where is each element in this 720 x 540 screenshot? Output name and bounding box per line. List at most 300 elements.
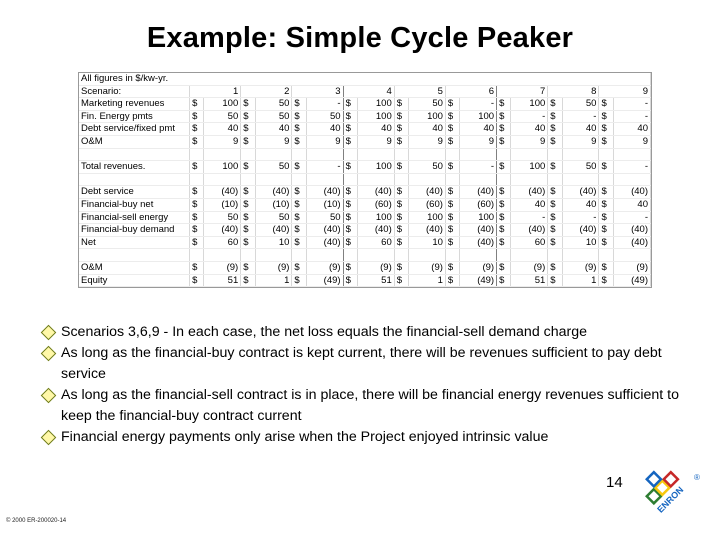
currency-symbol: $ xyxy=(190,110,204,123)
value-cell: - xyxy=(306,161,343,174)
row-label: Total revenues. xyxy=(79,161,190,174)
value-cell: 50 xyxy=(255,110,292,123)
row-label: Marketing revenues xyxy=(79,98,190,111)
currency-symbol: $ xyxy=(292,135,306,148)
empty-cell xyxy=(292,249,306,262)
value-cell: 51 xyxy=(511,274,548,287)
value-cell: 9 xyxy=(357,135,394,148)
value-cell: 9 xyxy=(562,135,599,148)
currency-symbol: $ xyxy=(497,161,511,174)
currency-symbol: $ xyxy=(548,198,562,211)
value-cell: (10) xyxy=(255,198,292,211)
empty-cell xyxy=(445,173,459,186)
scenario-number-5: 5 xyxy=(394,85,445,98)
value-cell: (40) xyxy=(255,224,292,237)
value-cell: 50 xyxy=(306,211,343,224)
value-cell: 60 xyxy=(511,236,548,249)
row-label: Equity xyxy=(79,274,190,287)
page-number: 14 xyxy=(606,474,623,491)
currency-symbol: $ xyxy=(292,198,306,211)
value-cell: 40 xyxy=(613,123,650,136)
value-cell: 40 xyxy=(357,123,394,136)
value-cell: 50 xyxy=(255,211,292,224)
currency-symbol: $ xyxy=(241,98,255,111)
currency-symbol: $ xyxy=(190,224,204,237)
value-cell: 40 xyxy=(511,198,548,211)
value-cell: 50 xyxy=(562,161,599,174)
value-cell: - xyxy=(460,161,497,174)
table-row xyxy=(79,135,651,148)
currency-symbol: $ xyxy=(445,224,459,237)
value-cell: (40) xyxy=(306,236,343,249)
currency-symbol: $ xyxy=(497,186,511,199)
enron-logo-icon xyxy=(636,470,702,530)
currency-symbol: $ xyxy=(599,123,613,136)
value-cell: 9 xyxy=(460,135,497,148)
value-cell: 60 xyxy=(357,236,394,249)
currency-symbol: $ xyxy=(548,261,562,274)
empty-cell xyxy=(599,173,613,186)
bullet-item xyxy=(40,385,680,427)
value-cell: 10 xyxy=(255,236,292,249)
currency-symbol: $ xyxy=(394,236,408,249)
currency-symbol: $ xyxy=(241,236,255,249)
bullet-item xyxy=(40,322,680,343)
currency-symbol: $ xyxy=(241,135,255,148)
currency-symbol: $ xyxy=(292,123,306,136)
bullet-text: Scenarios 3,6,9 - In each case, the net loss equals the financial-sell demand charge xyxy=(61,324,588,340)
table-row xyxy=(79,198,651,211)
empty-cell xyxy=(460,249,497,262)
value-cell: 51 xyxy=(357,274,394,287)
currency-symbol: $ xyxy=(445,186,459,199)
currency-symbol: $ xyxy=(548,224,562,237)
row-label: Debt service/fixed pmt xyxy=(79,123,190,136)
currency-symbol: $ xyxy=(394,110,408,123)
row-label: O&M xyxy=(79,135,190,148)
empty-cell xyxy=(255,249,292,262)
scenario-label: Scenario: xyxy=(79,85,190,98)
row-label: Fin. Energy pmts xyxy=(79,110,190,123)
value-cell: 100 xyxy=(204,98,241,111)
currency-symbol: $ xyxy=(241,211,255,224)
empty-cell xyxy=(79,173,190,186)
empty-cell xyxy=(79,148,190,161)
value-cell: 9 xyxy=(255,135,292,148)
currency-symbol: $ xyxy=(292,161,306,174)
value-cell: 50 xyxy=(255,98,292,111)
value-cell: 50 xyxy=(306,110,343,123)
diamond-bullet-icon xyxy=(41,388,57,404)
currency-symbol: $ xyxy=(548,186,562,199)
empty-cell xyxy=(357,148,394,161)
currency-symbol: $ xyxy=(497,274,511,287)
value-cell: (9) xyxy=(204,261,241,274)
currency-symbol: $ xyxy=(292,186,306,199)
empty-cell xyxy=(190,173,204,186)
value-cell: 9 xyxy=(204,135,241,148)
diamond-bullet-icon xyxy=(41,430,57,446)
value-cell: 100 xyxy=(409,211,446,224)
row-label: O&M xyxy=(79,261,190,274)
empty-cell xyxy=(613,173,650,186)
value-cell: (40) xyxy=(409,186,446,199)
empty-cell xyxy=(357,249,394,262)
currency-symbol: $ xyxy=(548,161,562,174)
currency-symbol: $ xyxy=(599,135,613,148)
currency-symbol: $ xyxy=(548,135,562,148)
table-row xyxy=(79,236,651,249)
units-label: All figures in $/kw-yr. xyxy=(79,73,651,85)
currency-symbol: $ xyxy=(445,198,459,211)
empty-cell xyxy=(292,148,306,161)
empty-cell xyxy=(613,249,650,262)
scenario-number-8: 8 xyxy=(548,85,599,98)
value-cell: - xyxy=(460,98,497,111)
value-cell: - xyxy=(613,211,650,224)
table-row xyxy=(79,224,651,237)
empty-cell xyxy=(497,148,511,161)
value-cell: 50 xyxy=(562,98,599,111)
currency-symbol: $ xyxy=(445,98,459,111)
currency-symbol: $ xyxy=(497,236,511,249)
value-cell: (40) xyxy=(204,186,241,199)
empty-cell xyxy=(497,249,511,262)
value-cell: - xyxy=(511,110,548,123)
currency-symbol: $ xyxy=(292,274,306,287)
currency-symbol: $ xyxy=(343,236,357,249)
currency-symbol: $ xyxy=(394,224,408,237)
value-cell: 100 xyxy=(357,161,394,174)
currency-symbol: $ xyxy=(190,274,204,287)
currency-symbol: $ xyxy=(548,236,562,249)
currency-symbol: $ xyxy=(548,211,562,224)
value-cell: 10 xyxy=(562,236,599,249)
currency-symbol: $ xyxy=(497,135,511,148)
value-cell: (40) xyxy=(306,224,343,237)
footer-copyright: © 2000 ER-200020-14 xyxy=(6,518,67,524)
value-cell: 40 xyxy=(204,123,241,136)
currency-symbol: $ xyxy=(343,211,357,224)
value-cell: - xyxy=(306,98,343,111)
bullet-text: As long as the financial-sell contract is in place, there will be financial energy revenues sufficient to keep the financial-buy contract current xyxy=(61,387,680,424)
value-cell: 40 xyxy=(613,198,650,211)
currency-symbol: $ xyxy=(343,186,357,199)
value-cell: (9) xyxy=(306,261,343,274)
currency-symbol: $ xyxy=(394,198,408,211)
empty-cell xyxy=(204,148,241,161)
empty-cell xyxy=(511,173,548,186)
value-cell: (60) xyxy=(409,198,446,211)
currency-symbol: $ xyxy=(343,135,357,148)
financial-table-grid xyxy=(79,73,651,287)
table-row xyxy=(79,123,651,136)
value-cell: - xyxy=(562,110,599,123)
currency-symbol: $ xyxy=(190,123,204,136)
value-cell: (40) xyxy=(613,236,650,249)
value-cell: (40) xyxy=(562,224,599,237)
bullet-item xyxy=(40,343,680,385)
empty-cell xyxy=(204,173,241,186)
scenario-number-2: 2 xyxy=(241,85,292,98)
currency-symbol: $ xyxy=(497,110,511,123)
currency-symbol: $ xyxy=(445,236,459,249)
currency-symbol: $ xyxy=(292,261,306,274)
value-cell: (49) xyxy=(460,274,497,287)
currency-symbol: $ xyxy=(497,224,511,237)
empty-cell xyxy=(394,173,408,186)
value-cell: 9 xyxy=(511,135,548,148)
empty-cell xyxy=(409,148,446,161)
value-cell: (40) xyxy=(562,186,599,199)
currency-symbol: $ xyxy=(292,110,306,123)
value-cell: (10) xyxy=(204,198,241,211)
currency-symbol: $ xyxy=(343,110,357,123)
value-cell: 1 xyxy=(255,274,292,287)
currency-symbol: $ xyxy=(190,98,204,111)
currency-symbol: $ xyxy=(394,161,408,174)
currency-symbol: $ xyxy=(497,211,511,224)
value-cell: 9 xyxy=(613,135,650,148)
empty-cell xyxy=(241,173,255,186)
value-cell: 100 xyxy=(204,161,241,174)
currency-symbol: $ xyxy=(241,274,255,287)
value-cell: (40) xyxy=(357,186,394,199)
empty-cell xyxy=(445,148,459,161)
currency-symbol: $ xyxy=(445,161,459,174)
value-cell: 50 xyxy=(409,161,446,174)
value-cell: (40) xyxy=(613,186,650,199)
value-cell: 100 xyxy=(357,98,394,111)
scenario-number-3: 3 xyxy=(292,85,343,98)
value-cell: - xyxy=(511,211,548,224)
currency-symbol: $ xyxy=(292,98,306,111)
value-cell: - xyxy=(613,110,650,123)
currency-symbol: $ xyxy=(343,224,357,237)
value-cell: (9) xyxy=(511,261,548,274)
value-cell: 40 xyxy=(511,123,548,136)
empty-cell xyxy=(460,148,497,161)
currency-symbol: $ xyxy=(445,261,459,274)
value-cell: (40) xyxy=(511,186,548,199)
currency-symbol: $ xyxy=(394,98,408,111)
value-cell: 1 xyxy=(409,274,446,287)
currency-symbol: $ xyxy=(241,186,255,199)
currency-symbol: $ xyxy=(241,123,255,136)
value-cell: (9) xyxy=(460,261,497,274)
logo-registered-mark: ® xyxy=(694,473,700,482)
empty-cell xyxy=(497,173,511,186)
currency-symbol: $ xyxy=(241,224,255,237)
table-row xyxy=(79,110,651,123)
bullet-text: As long as the financial-buy contract is kept current, there will be revenues sufficient to pay debt service xyxy=(61,345,662,382)
table-row xyxy=(79,211,651,224)
value-cell: (10) xyxy=(306,198,343,211)
value-cell: 100 xyxy=(409,110,446,123)
value-cell: (40) xyxy=(613,224,650,237)
value-cell: - xyxy=(613,161,650,174)
value-cell: (40) xyxy=(460,236,497,249)
currency-symbol: $ xyxy=(497,98,511,111)
value-cell: 40 xyxy=(409,123,446,136)
currency-symbol: $ xyxy=(292,236,306,249)
value-cell: 40 xyxy=(255,123,292,136)
empty-cell xyxy=(204,249,241,262)
table-spacer-row xyxy=(79,249,651,262)
empty-cell xyxy=(548,173,562,186)
empty-cell xyxy=(511,249,548,262)
currency-symbol: $ xyxy=(445,110,459,123)
currency-symbol: $ xyxy=(599,261,613,274)
empty-cell xyxy=(343,148,357,161)
scenario-number-4: 4 xyxy=(343,85,394,98)
currency-symbol: $ xyxy=(599,236,613,249)
value-cell: 100 xyxy=(460,110,497,123)
currency-symbol: $ xyxy=(343,123,357,136)
value-cell: (40) xyxy=(255,186,292,199)
empty-cell xyxy=(562,148,599,161)
empty-cell xyxy=(613,148,650,161)
table-header-units-row xyxy=(79,73,651,85)
value-cell: (49) xyxy=(613,274,650,287)
empty-cell xyxy=(394,249,408,262)
scenario-number-1: 1 xyxy=(190,85,241,98)
value-cell: (9) xyxy=(357,261,394,274)
currency-symbol: $ xyxy=(292,224,306,237)
currency-symbol: $ xyxy=(445,123,459,136)
empty-cell xyxy=(343,173,357,186)
currency-symbol: $ xyxy=(343,98,357,111)
currency-symbol: $ xyxy=(599,110,613,123)
value-cell: (40) xyxy=(357,224,394,237)
currency-symbol: $ xyxy=(394,261,408,274)
currency-symbol: $ xyxy=(599,98,613,111)
empty-cell xyxy=(306,148,343,161)
table-row xyxy=(79,261,651,274)
currency-symbol: $ xyxy=(241,161,255,174)
table-row xyxy=(79,274,651,287)
scenario-number-9: 9 xyxy=(599,85,651,98)
value-cell: 100 xyxy=(357,110,394,123)
empty-cell xyxy=(241,148,255,161)
empty-cell xyxy=(562,249,599,262)
currency-symbol: $ xyxy=(394,186,408,199)
value-cell: 9 xyxy=(306,135,343,148)
value-cell: (40) xyxy=(460,224,497,237)
empty-cell xyxy=(599,148,613,161)
empty-cell xyxy=(292,173,306,186)
currency-symbol: $ xyxy=(497,261,511,274)
currency-symbol: $ xyxy=(497,123,511,136)
value-cell: (40) xyxy=(306,186,343,199)
currency-symbol: $ xyxy=(599,274,613,287)
value-cell: 10 xyxy=(409,236,446,249)
table-header-scenario-row xyxy=(79,85,651,98)
currency-symbol: $ xyxy=(445,211,459,224)
empty-cell xyxy=(460,173,497,186)
currency-symbol: $ xyxy=(599,224,613,237)
currency-symbol: $ xyxy=(394,274,408,287)
table-spacer-row xyxy=(79,173,651,186)
currency-symbol: $ xyxy=(394,211,408,224)
value-cell: 40 xyxy=(460,123,497,136)
value-cell: - xyxy=(562,211,599,224)
empty-cell xyxy=(255,148,292,161)
empty-cell xyxy=(394,148,408,161)
bullet-list xyxy=(40,322,680,448)
empty-cell xyxy=(255,173,292,186)
table-spacer-row xyxy=(79,148,651,161)
empty-cell xyxy=(79,249,190,262)
value-cell: 50 xyxy=(255,161,292,174)
empty-cell xyxy=(306,249,343,262)
currency-symbol: $ xyxy=(190,198,204,211)
value-cell: (9) xyxy=(255,261,292,274)
empty-cell xyxy=(241,249,255,262)
empty-cell xyxy=(562,173,599,186)
currency-symbol: $ xyxy=(548,274,562,287)
currency-symbol: $ xyxy=(343,198,357,211)
currency-symbol: $ xyxy=(190,261,204,274)
empty-cell xyxy=(445,249,459,262)
currency-symbol: $ xyxy=(343,274,357,287)
row-label: Financial-sell energy xyxy=(79,211,190,224)
value-cell: 100 xyxy=(511,98,548,111)
value-cell: (40) xyxy=(511,224,548,237)
empty-cell xyxy=(357,173,394,186)
bullet-item xyxy=(40,427,680,448)
currency-symbol: $ xyxy=(190,186,204,199)
value-cell: 50 xyxy=(204,211,241,224)
diamond-bullet-icon xyxy=(41,325,57,341)
empty-cell xyxy=(511,148,548,161)
table-row xyxy=(79,98,651,111)
value-cell: (9) xyxy=(562,261,599,274)
value-cell: 50 xyxy=(409,98,446,111)
logo-wordmark: ENRON xyxy=(655,484,686,515)
empty-cell xyxy=(190,249,204,262)
currency-symbol: $ xyxy=(548,110,562,123)
empty-cell xyxy=(190,148,204,161)
bullet-text: Financial energy payments only arise when the Project enjoyed intrinsic value xyxy=(61,429,549,445)
value-cell: 40 xyxy=(562,123,599,136)
empty-cell xyxy=(306,173,343,186)
currency-symbol: $ xyxy=(599,198,613,211)
empty-cell xyxy=(343,249,357,262)
value-cell: (60) xyxy=(357,198,394,211)
value-cell: - xyxy=(613,98,650,111)
value-cell: (40) xyxy=(204,224,241,237)
value-cell: 40 xyxy=(306,123,343,136)
value-cell: (9) xyxy=(613,261,650,274)
currency-symbol: $ xyxy=(343,161,357,174)
value-cell: (40) xyxy=(409,224,446,237)
value-cell: 50 xyxy=(204,110,241,123)
value-cell: 100 xyxy=(460,211,497,224)
empty-cell xyxy=(599,249,613,262)
currency-symbol: $ xyxy=(241,198,255,211)
currency-symbol: $ xyxy=(190,135,204,148)
currency-symbol: $ xyxy=(241,110,255,123)
table-row xyxy=(79,161,651,174)
value-cell: (49) xyxy=(306,274,343,287)
currency-symbol: $ xyxy=(190,161,204,174)
currency-symbol: $ xyxy=(190,236,204,249)
currency-symbol: $ xyxy=(548,98,562,111)
value-cell: (60) xyxy=(460,198,497,211)
value-cell: (9) xyxy=(409,261,446,274)
scenario-number-6: 6 xyxy=(445,85,496,98)
